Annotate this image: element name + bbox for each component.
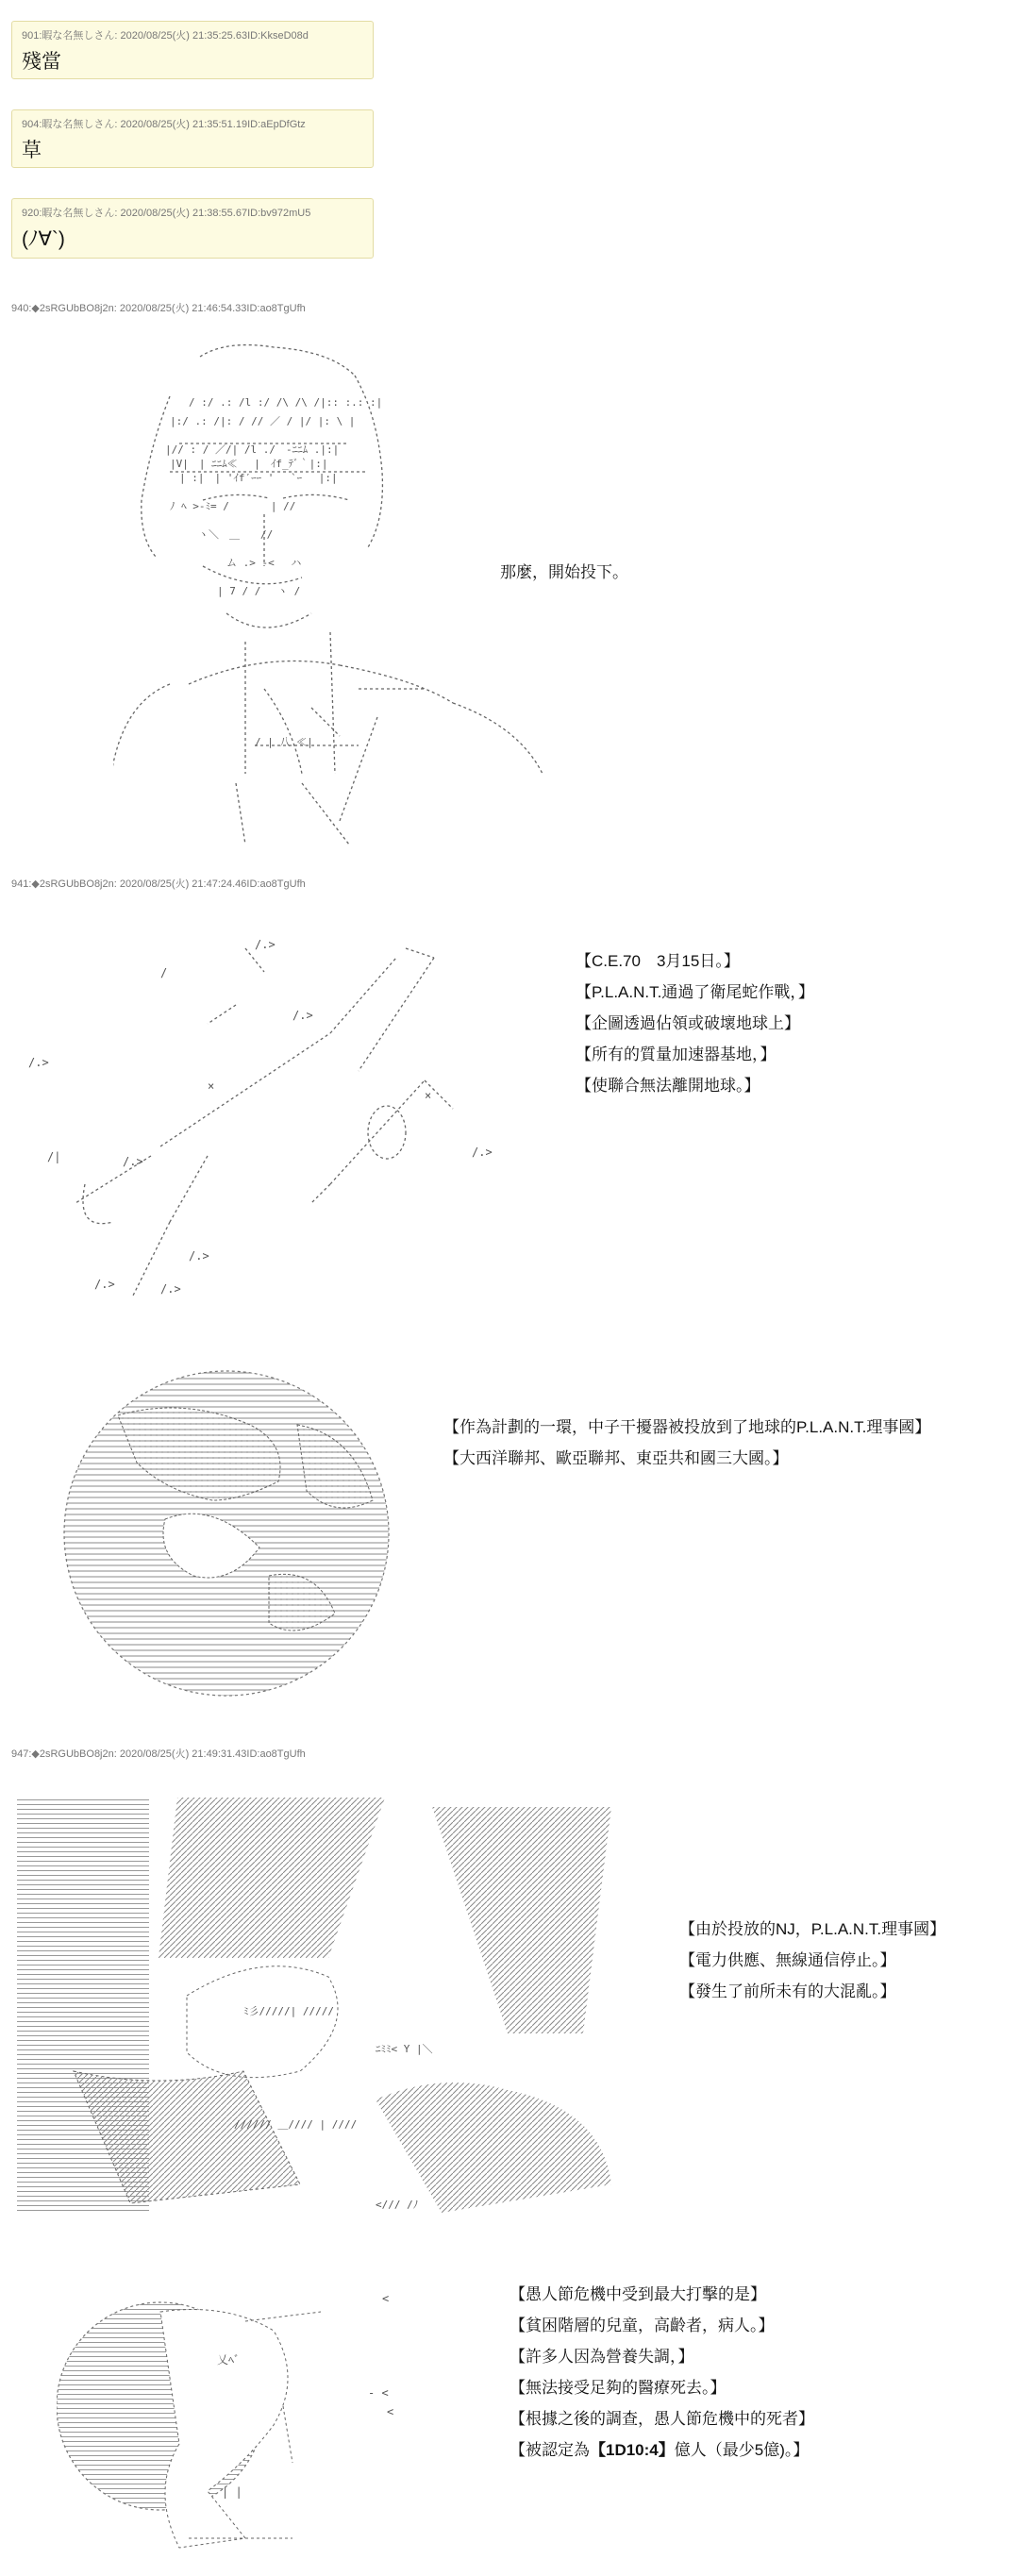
svg-text:/|: /| — [47, 1150, 61, 1163]
svg-text:<: < — [387, 2405, 394, 2418]
svg-text:ﾉ ﾍ >-ﾐ= / | //: ﾉ ﾍ >-ﾐ= / | // — [170, 500, 296, 512]
svg-text:/.>: /.> — [255, 938, 276, 951]
caption-line: 【電力供應、無線通信停止。】 — [679, 1951, 896, 1969]
svg-text:×: × — [425, 1089, 432, 1102]
ascii-art-blackout-chaos — [17, 1788, 621, 2241]
svg-text:| |: | | — [222, 2485, 242, 2499]
svg-text:/ :/ .: /l :/ /\ /\ /|:: :.: :: / :/ .: /l :/ /\ /\ /|:: :.: :| — [189, 396, 383, 409]
caption-line: 那麼，開始投下。 — [500, 563, 628, 581]
caption-line: 【貧困階層的兒童，高齡者，病人。】 — [510, 2317, 775, 2334]
ascii-art-falling-projectiles — [19, 920, 585, 1316]
svg-text:ム .> -< ハ: ム .> -< ハ — [226, 557, 302, 569]
caption-947b — [510, 2279, 814, 2466]
reply-920 — [11, 198, 374, 259]
reply-904 — [11, 109, 374, 168]
caption-prefix: 【被認定為 — [510, 2441, 590, 2459]
caption-line: 【發生了前所未有的大混亂。】 — [679, 1982, 896, 2000]
svg-text:/.>: /.> — [472, 1146, 493, 1159]
caption-line: 【作為計劃的一環，中子干擾器被投放到了地球的P.L.A.N.T.理事國】 — [443, 1418, 931, 1436]
caption-947a — [679, 1914, 945, 2007]
svg-text:|// : / ／/| /l ./ -ﾆﾆﾑ .|:|: |// : / ／/| /l ./ -ﾆﾆﾑ .|:| — [165, 443, 340, 456]
caption-line: 【所有的質量加速器基地，】 — [576, 1045, 777, 1063]
reply-header: 904:暇な名無しさん: 2020/08/25(火) 21:35:51.19ID:aEpDfGtz — [22, 119, 306, 130]
svg-text:ヽ＼ ＿ //: ヽ＼ ＿ // — [198, 528, 274, 541]
caption-940 — [500, 557, 628, 588]
caption-line: 【使聯合無法離開地球。】 — [576, 1077, 760, 1095]
svg-text:/.>: /.> — [189, 1249, 209, 1263]
svg-text:|V| | ﾆﾆﾑ≪ | ｲf_ﾃﾞ｀|:|: |V| | ﾆﾆﾑ≪ | ｲf_ﾃﾞ｀|:| — [170, 458, 328, 470]
svg-text:×: × — [208, 1079, 215, 1093]
ascii-art-sick-child — [57, 2274, 453, 2557]
svg-text:/: / — [160, 966, 168, 979]
svg-text:/.>: /.> — [123, 1155, 143, 1168]
caption-line: 【大西洋聯邦、歐亞聯邦、東亞共和國三大國。】 — [443, 1449, 789, 1467]
caption-line: 【愚人節危機中受到最大打擊的是】 — [510, 2285, 766, 2303]
caption-line: 【許多人因為營養失調，】 — [510, 2348, 694, 2366]
caption-line: 【由於投放的NJ，P.L.A.N.T.理事國】 — [679, 1920, 946, 1938]
svg-text:ﾆﾐﾐ< Y |＼: ﾆﾐﾐ< Y |＼ — [376, 2043, 433, 2055]
svg-text:/.>: /.> — [28, 1056, 49, 1069]
ascii-art-character — [113, 330, 557, 845]
reply-body: 草 — [22, 140, 42, 161]
post-header-941: 941:◆2sRGUbBO8j2n: 2020/08/25(火) 21:47:24.46ID:ao8TgUfh — [11, 878, 306, 890]
reply-header: 920:暇な名無しさん: 2020/08/25(火) 21:38:55.67ID:bv972mU5 — [22, 208, 311, 219]
svg-text:<: < — [382, 2292, 390, 2305]
svg-text:ﾐ彡/////| /////: ﾐ彡/////| ///// — [243, 2005, 334, 2017]
ascii-art-earth-globe — [52, 1359, 410, 1708]
svg-text:| :| | 'ｲf′ｰｰ ' `ｰ |:|: | :| | 'ｲf′ｰｰ ' `ｰ |:| — [179, 472, 338, 484]
reply-901 — [11, 21, 374, 79]
post-header-940: 940:◆2sRGUbBO8j2n: 2020/08/25(火) 21:46:54.33ID:ao8TgUfh — [11, 303, 306, 314]
post-header-947: 947:◆2sRGUbBO8j2n: 2020/08/25(火) 21:49:31.43ID:ao8TgUfh — [11, 1748, 306, 1760]
svg-text:/.>: /.> — [160, 1282, 181, 1296]
caption-suffix: 億人（最少5億)。】 — [674, 2441, 810, 2459]
svg-text:////// ＿//// | ////: ////// ＿//// | //// — [234, 2118, 358, 2131]
svg-text:| 7 / / ヽ /: | 7 / / ヽ / — [217, 585, 301, 597]
reply-body: 殘當 — [22, 51, 61, 73]
caption-941b — [443, 1412, 930, 1474]
svg-text:乂ﾍﾞ: 乂ﾍﾞ — [217, 2353, 241, 2367]
svg-text:/.>: /.> — [292, 1009, 313, 1022]
svg-text:- <: - < — [368, 2386, 389, 2400]
dice-roll-result: 【1D10:4】 — [590, 2441, 675, 2459]
caption-line: 【根據之後的調查，愚人節危機中的死者】 — [510, 2410, 814, 2428]
caption-line: 【無法接受足夠的醫療死去。】 — [510, 2379, 727, 2397]
reply-header: 901:暇な名無しさん: 2020/08/25(火) 21:35:25.63ID:KkseD08d — [22, 30, 309, 42]
reply-body: (ﾉ∀`) — [22, 228, 65, 250]
caption-line: 【企圖透過佔領或破壞地球上】 — [576, 1014, 800, 1032]
svg-text:/ | 八 ≪|: / | 八 ≪| — [255, 736, 313, 748]
caption-line: 【C.E.70 3月15日。】 — [576, 952, 740, 970]
svg-text:|:/ .: /|: / // ／ / |/ |: \ |: |:/ .: /|: / // ／ / |/ |: \ | — [170, 415, 356, 427]
svg-text:/.>: /.> — [94, 1278, 115, 1291]
caption-line: 【P.L.A.N.T.通過了衛尾蛇作戰，】 — [576, 983, 814, 1001]
svg-text:</// /ﾉ: </// /ﾉ — [376, 2199, 419, 2211]
caption-line-dice — [510, 2434, 814, 2466]
caption-941a — [576, 945, 814, 1101]
